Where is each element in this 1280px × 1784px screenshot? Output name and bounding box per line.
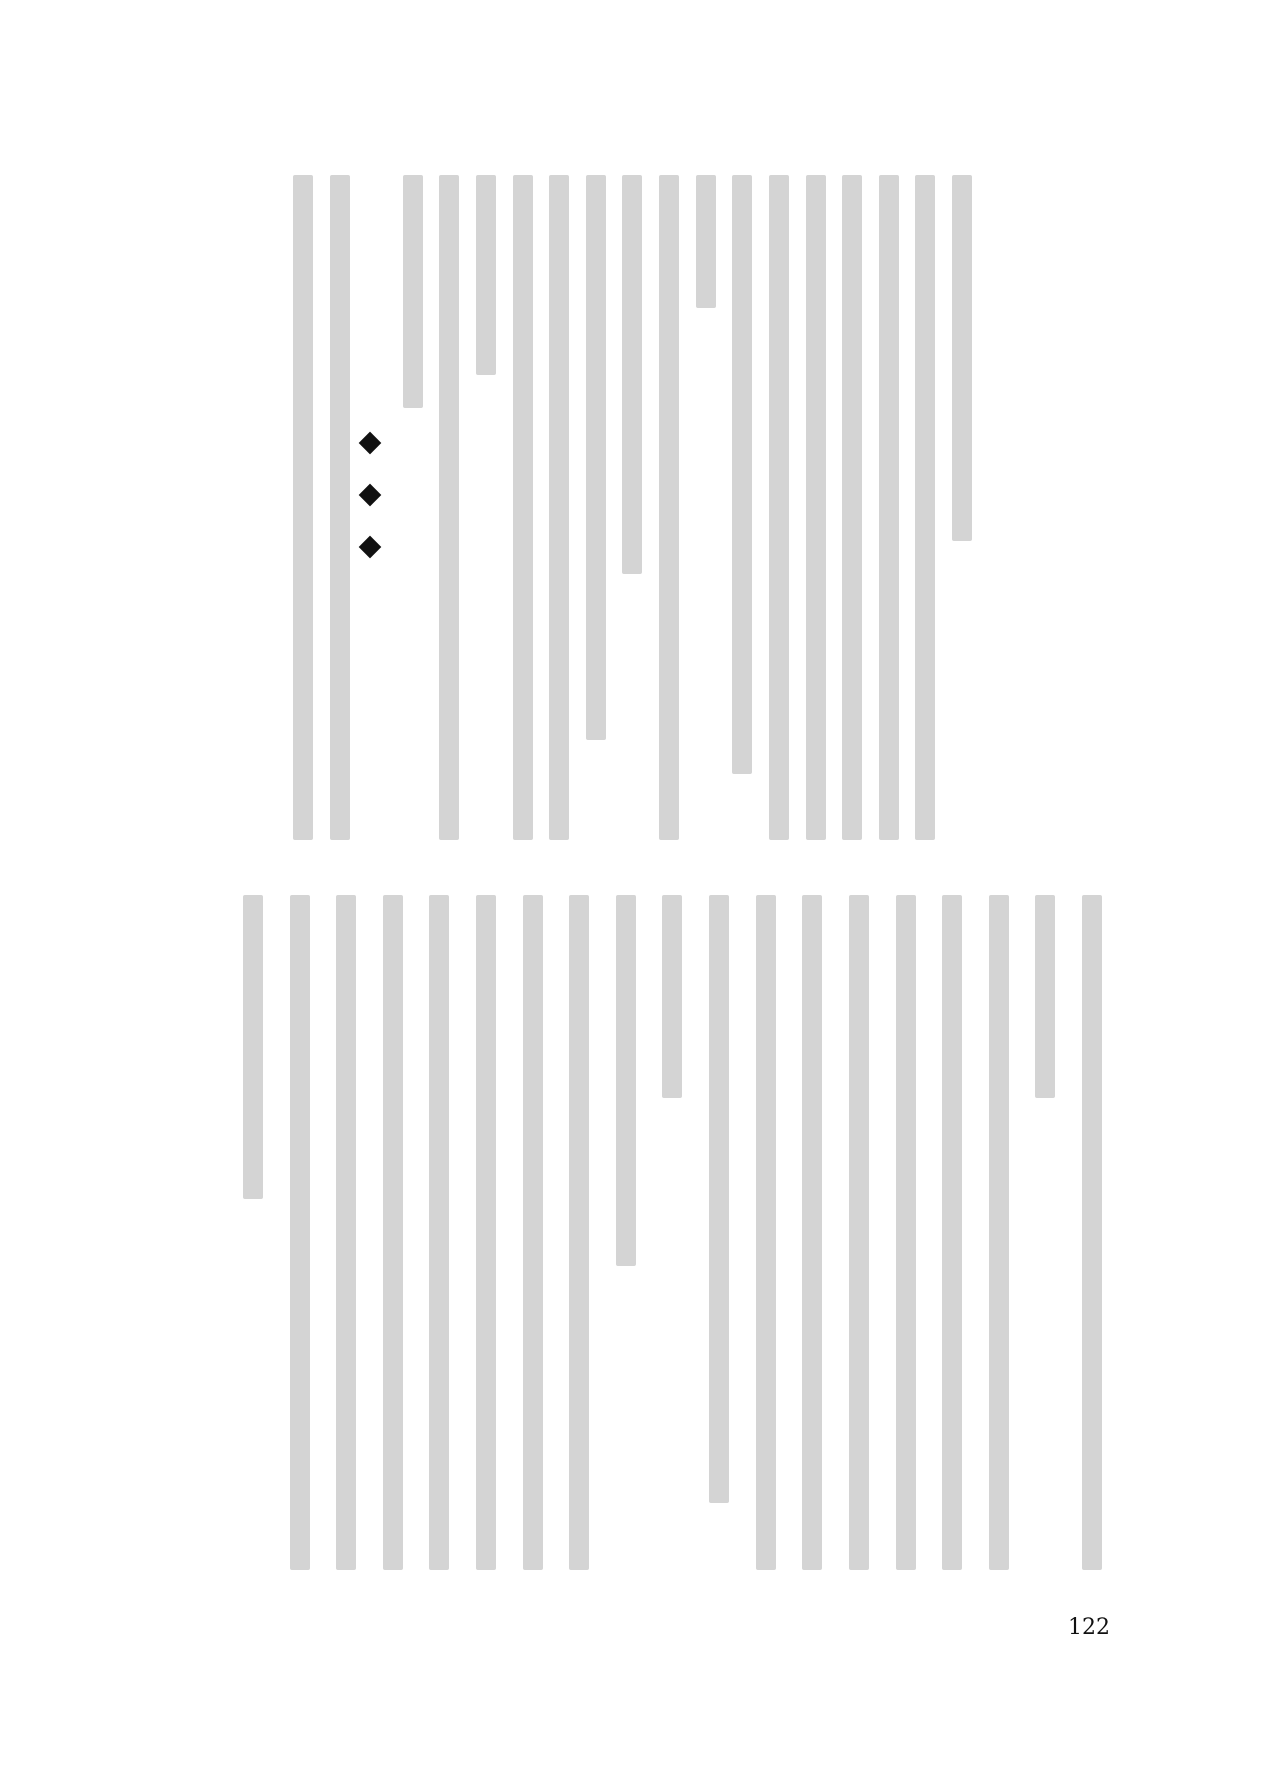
- redacted-line: [616, 895, 636, 1266]
- text-column-redacted: [753, 895, 779, 1570]
- text-column-redacted: [939, 895, 965, 1570]
- text-column-redacted: [1032, 895, 1058, 1570]
- diamond-icon: [359, 484, 382, 507]
- redacted-line: [513, 175, 533, 840]
- text-column-redacted: [1079, 895, 1105, 1570]
- redacted-line: [659, 175, 679, 840]
- redacted-line: [622, 175, 642, 574]
- text-column-redacted: [240, 895, 266, 1570]
- redacted-line: [569, 895, 589, 1570]
- redacted-line: [842, 175, 862, 840]
- text-column-redacted: [546, 175, 572, 840]
- upper-text-block-redacted: [290, 175, 975, 840]
- text-column-redacted: [473, 895, 499, 1570]
- text-column-redacted: [520, 895, 546, 1570]
- text-column-redacted: [287, 895, 313, 1570]
- text-column-redacted: [729, 175, 755, 840]
- redacted-line: [662, 895, 682, 1098]
- redacted-line: [769, 175, 789, 840]
- redacted-line: [476, 895, 496, 1570]
- text-column-redacted: [839, 175, 865, 840]
- text-column-redacted: [766, 175, 792, 840]
- text-column-redacted: [510, 175, 536, 840]
- text-column-redacted: [876, 175, 902, 840]
- redacted-line: [429, 895, 449, 1570]
- redacted-line: [896, 895, 916, 1570]
- redacted-line: [336, 895, 356, 1570]
- redacted-line: [696, 175, 716, 308]
- text-column-redacted: [583, 175, 609, 840]
- text-column-redacted: [619, 175, 645, 840]
- redacted-line: [383, 895, 403, 1570]
- text-column-redacted: [380, 895, 406, 1570]
- redacted-line: [989, 895, 1009, 1570]
- redacted-line: [732, 175, 752, 774]
- redacted-line: [879, 175, 899, 840]
- text-column-redacted: [400, 175, 426, 840]
- text-column-redacted: [566, 895, 592, 1570]
- text-column-redacted: [426, 895, 452, 1570]
- redacted-line: [952, 175, 972, 541]
- redacted-line: [293, 175, 313, 840]
- redacted-line: [1082, 895, 1102, 1570]
- text-column-redacted: [912, 175, 938, 840]
- redacted-line: [476, 175, 496, 375]
- text-column-redacted: [436, 175, 462, 840]
- redacted-line: [1035, 895, 1055, 1098]
- text-column-redacted: [893, 895, 919, 1570]
- diamond-icon: [359, 432, 382, 455]
- text-column-redacted: [846, 895, 872, 1570]
- text-column-redacted: [949, 175, 975, 840]
- text-column-redacted: [613, 895, 639, 1570]
- redacted-line: [915, 175, 935, 840]
- redacted-line: [243, 895, 263, 1199]
- redacted-line: [403, 175, 423, 408]
- page-number: 122: [1068, 1615, 1110, 1640]
- text-column-redacted: [333, 895, 359, 1570]
- redacted-line: [849, 895, 869, 1570]
- redacted-line: [523, 895, 543, 1570]
- redacted-line: [330, 175, 350, 840]
- text-column-redacted: [693, 175, 719, 840]
- text-column-redacted: [659, 895, 685, 1570]
- text-column-redacted: [290, 175, 316, 840]
- text-column-redacted: [706, 895, 732, 1570]
- redacted-line: [942, 895, 962, 1570]
- redacted-line: [709, 895, 729, 1503]
- text-column-redacted: [803, 175, 829, 840]
- redacted-line: [586, 175, 606, 740]
- text-column-redacted: [327, 175, 353, 840]
- redacted-line: [802, 895, 822, 1570]
- redacted-line: [756, 895, 776, 1570]
- redacted-line: [290, 895, 310, 1570]
- text-column-redacted: [656, 175, 682, 840]
- redacted-line: [549, 175, 569, 840]
- redacted-line: [806, 175, 826, 840]
- text-column-redacted: [473, 175, 499, 840]
- lower-text-block-redacted: [240, 895, 1105, 1570]
- text-column-redacted: [986, 895, 1012, 1570]
- scene-break-marks: [362, 435, 378, 555]
- redacted-line: [439, 175, 459, 840]
- diamond-icon: [359, 536, 382, 559]
- text-column-redacted: [799, 895, 825, 1570]
